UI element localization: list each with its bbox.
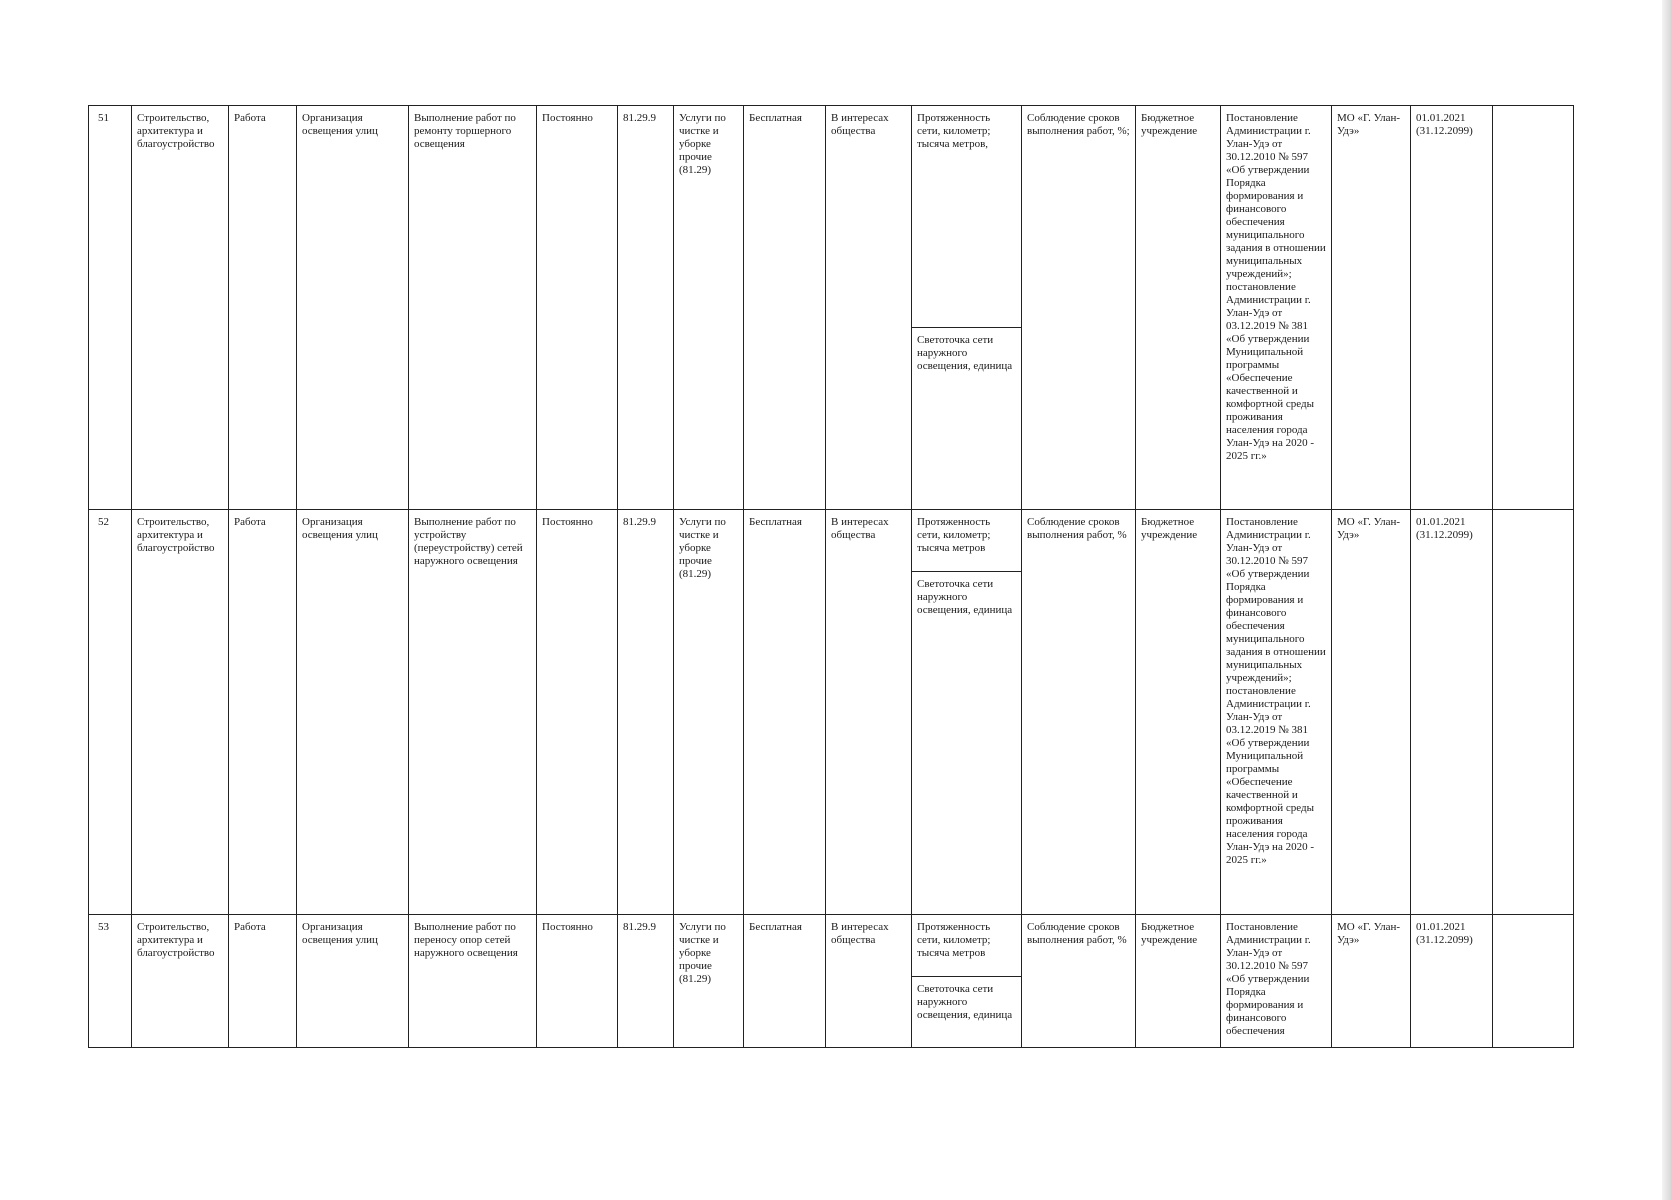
volume-cell bbox=[912, 510, 1022, 915]
institution-cell: Бюджетное учреждение bbox=[1136, 915, 1221, 1048]
area-cell: Строительство, архитектура и благоустройство bbox=[132, 915, 229, 1048]
extra-cell bbox=[1493, 915, 1574, 1048]
payment-cell: Бесплатная bbox=[744, 106, 826, 510]
activity-cell: Организация освещения улиц bbox=[297, 915, 409, 1048]
volume-indicator-1: Протяженность сети, километр; тысяча метров bbox=[912, 510, 1021, 572]
kind-cell: Работа bbox=[229, 106, 297, 510]
content-cell: Выполнение работ по устройству (переустройству) сетей наружного освещения bbox=[409, 510, 537, 915]
dates-cell: 01.01.2021 (31.12.2099) bbox=[1411, 915, 1493, 1048]
payment-cell: Бесплатная bbox=[744, 915, 826, 1048]
regulation-cell: Постановление Администрации г. Улан-Удэ от 30.12.2010 № 597 «Об утверждении Порядка формирования и финансового обеспечения муниципального задания в отношении муниципальных учреждений»; постановление Администрации г. Улан-Удэ от 03.12.2019 № 381 «Об утверждении Муниципальной программы «Обеспечение качественной и комфортной среды проживания населения города Улан-Удэ на 2020 - 2025 гг.» bbox=[1221, 510, 1332, 915]
institution-cell: Бюджетное учреждение bbox=[1136, 106, 1221, 510]
volume-indicator-2: Светоточка сети наружного освещения, единица bbox=[917, 983, 1013, 1021]
quality-cell: Соблюдение сроков выполнения работ, % bbox=[1022, 915, 1136, 1048]
interest-cell: В интересах общества bbox=[826, 106, 912, 510]
table-row bbox=[89, 510, 1574, 915]
volume-indicator-1: Протяженность сети, километр; тысяча метров bbox=[912, 915, 1021, 977]
term-cell: Постоянно bbox=[537, 915, 618, 1048]
volume-indicator-2: Светоточка сети наружного освещения, единица bbox=[917, 578, 1013, 616]
quality-cell: Соблюдение сроков выполнения работ, %; bbox=[1022, 106, 1136, 510]
extra-cell bbox=[1493, 510, 1574, 915]
activity-cell: Организация освещения улиц bbox=[297, 510, 409, 915]
volume-cell bbox=[912, 915, 1022, 1048]
quality-cell: Соблюдение сроков выполнения работ, % bbox=[1022, 510, 1136, 915]
registry-table bbox=[88, 105, 1574, 1048]
term-cell: Постоянно bbox=[537, 106, 618, 510]
extra-cell bbox=[1493, 106, 1574, 510]
row-number: 51 bbox=[89, 106, 132, 510]
row-number: 53 bbox=[89, 915, 132, 1048]
okved-cell: 81.29.9 bbox=[618, 915, 674, 1048]
regulation-cell: Постановление Администрации г. Улан-Удэ от 30.12.2010 № 597 «Об утверждении Порядка формирования и финансового обеспечения bbox=[1221, 915, 1332, 1048]
volume-indicator-2: Светоточка сети наружного освещения, единица bbox=[917, 334, 1013, 372]
okved-name-cell: Услуги по чистке и уборке прочие (81.29) bbox=[674, 915, 744, 1048]
area-cell: Строительство, архитектура и благоустройство bbox=[132, 510, 229, 915]
kind-cell: Работа bbox=[229, 510, 297, 915]
activity-cell: Организация освещения улиц bbox=[297, 106, 409, 510]
dates-cell: 01.01.2021 (31.12.2099) bbox=[1411, 106, 1493, 510]
table-row bbox=[89, 915, 1574, 1048]
payment-cell: Бесплатная bbox=[744, 510, 826, 915]
volume-cell bbox=[912, 106, 1022, 510]
founder-cell: МО «Г. Улан-Удэ» bbox=[1332, 106, 1411, 510]
row-number: 52 bbox=[89, 510, 132, 915]
founder-cell: МО «Г. Улан-Удэ» bbox=[1332, 510, 1411, 915]
okved-name-cell: Услуги по чистке и уборке прочие (81.29) bbox=[674, 510, 744, 915]
kind-cell: Работа bbox=[229, 915, 297, 1048]
area-cell: Строительство, архитектура и благоустройство bbox=[132, 106, 229, 510]
interest-cell: В интересах общества bbox=[826, 915, 912, 1048]
okved-name-cell: Услуги по чистке и уборке прочие (81.29) bbox=[674, 106, 744, 510]
institution-cell: Бюджетное учреждение bbox=[1136, 510, 1221, 915]
content-cell: Выполнение работ по переносу опор сетей наружного освещения bbox=[409, 915, 537, 1048]
term-cell: Постоянно bbox=[537, 510, 618, 915]
okved-cell: 81.29.9 bbox=[618, 510, 674, 915]
interest-cell: В интересах общества bbox=[826, 510, 912, 915]
founder-cell: МО «Г. Улан-Удэ» bbox=[1332, 915, 1411, 1048]
scan-edge bbox=[1662, 0, 1671, 1200]
table-row bbox=[89, 106, 1574, 510]
content-cell: Выполнение работ по ремонту торшерного освещения bbox=[409, 106, 537, 510]
volume-indicator-1: Протяженность сети, километр; тысяча метров, bbox=[912, 106, 1021, 328]
okved-cell: 81.29.9 bbox=[618, 106, 674, 510]
regulation-cell: Постановление Администрации г. Улан-Удэ от 30.12.2010 № 597 «Об утверждении Порядка формирования и финансового обеспечения муниципального задания в отношении муниципальных учреждений»; постановление Администрации г. Улан-Удэ от 03.12.2019 № 381 «Об утверждении Муниципальной программы «Обеспечение качественной и комфортной среды проживания населения города Улан-Удэ на 2020 - 2025 гг.» bbox=[1221, 106, 1332, 510]
dates-cell: 01.01.2021 (31.12.2099) bbox=[1411, 510, 1493, 915]
